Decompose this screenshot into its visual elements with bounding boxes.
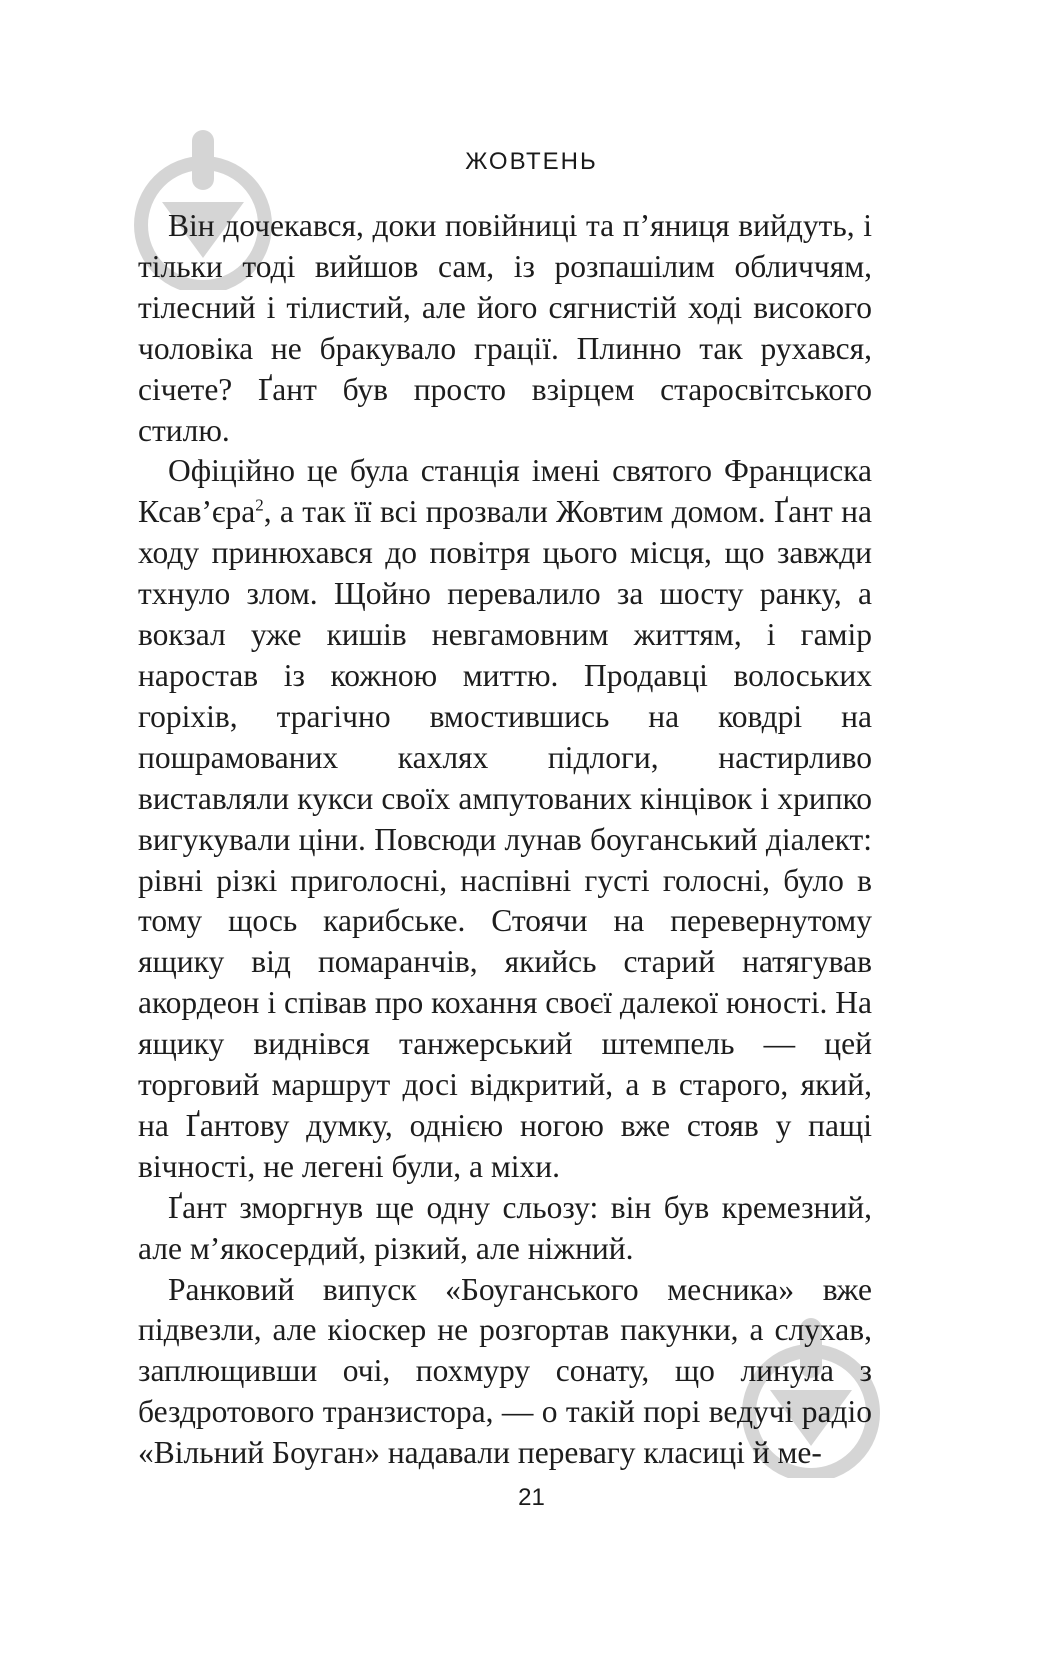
paragraph-text: , а так її всі прозвали Жовтим домом. Ґант на ходу принюхався до повітря цього місця, що завжди тхнуло злом. Щойно перевалило за шосту ранку, а вокзал уже кишів невгамовним життям, і гамір наростав із кожною миттю. Продавці волоських горіхів, трагічно вмостившись на ковдрі на пошрамованих кахлях підлоги, настирливо виставляли кукси своїх ампутованих кінцівок і хрипко вигукували ціни. Повсюди лунав боуганський діалект: рівні різкі приголосні, наспівні густі голосні, було в тому щось карибське. Стоячи на перевернутому ящику від помаранчів, якийсь старий натягував акордеон і співав про кохання своєї далекої юності. На ящику виднівся танжерський штемпель — цей торговий маршрут досі відкритий, а в старого, який, на Ґантову думку, однією ногою вже стояв у пащі вічності, не легені були, а міхи. [138, 494, 872, 1184]
paragraph: Він дочекався, доки повійниці та п’яниця вийдуть, і тільки тоді вийшов сам, із розпашілим обличчям, тілесний і тілистий, але його сягнистій ході високого чоловіка не бракувало грації. Плинно так рухався, січете? Ґант був просто взірцем старосвітського стилю. [138, 208, 872, 448]
page-number: 21 [518, 1484, 545, 1511]
body-text [138, 206, 872, 1474]
paragraph: Ранковий випуск «Боуганського месника» вже підвезли, але кіоскер не розгортав пакунки, а слухав, заплющивши очі, похмуру сонату, що линула з бездротового транзистора, — о такій порі ведучі радіо «Вільний Боуган» надавали перевагу класиці й ме- [138, 1271, 872, 1471]
running-head: ЖОВТЕНЬ [465, 148, 598, 175]
download-arrow-watermark-icon [736, 1318, 886, 1478]
paragraph: Ґант зморгнув ще одну сльозу: він був кремезний, але м’якосердий, різкий, але ніжний. [138, 1189, 872, 1266]
paragraph-text: Офіційно це була станція імені святого Франциска Ксав’єра [138, 453, 872, 530]
paragraph [138, 451, 872, 1187]
footnote-marker[interactable]: 2 [255, 495, 264, 515]
